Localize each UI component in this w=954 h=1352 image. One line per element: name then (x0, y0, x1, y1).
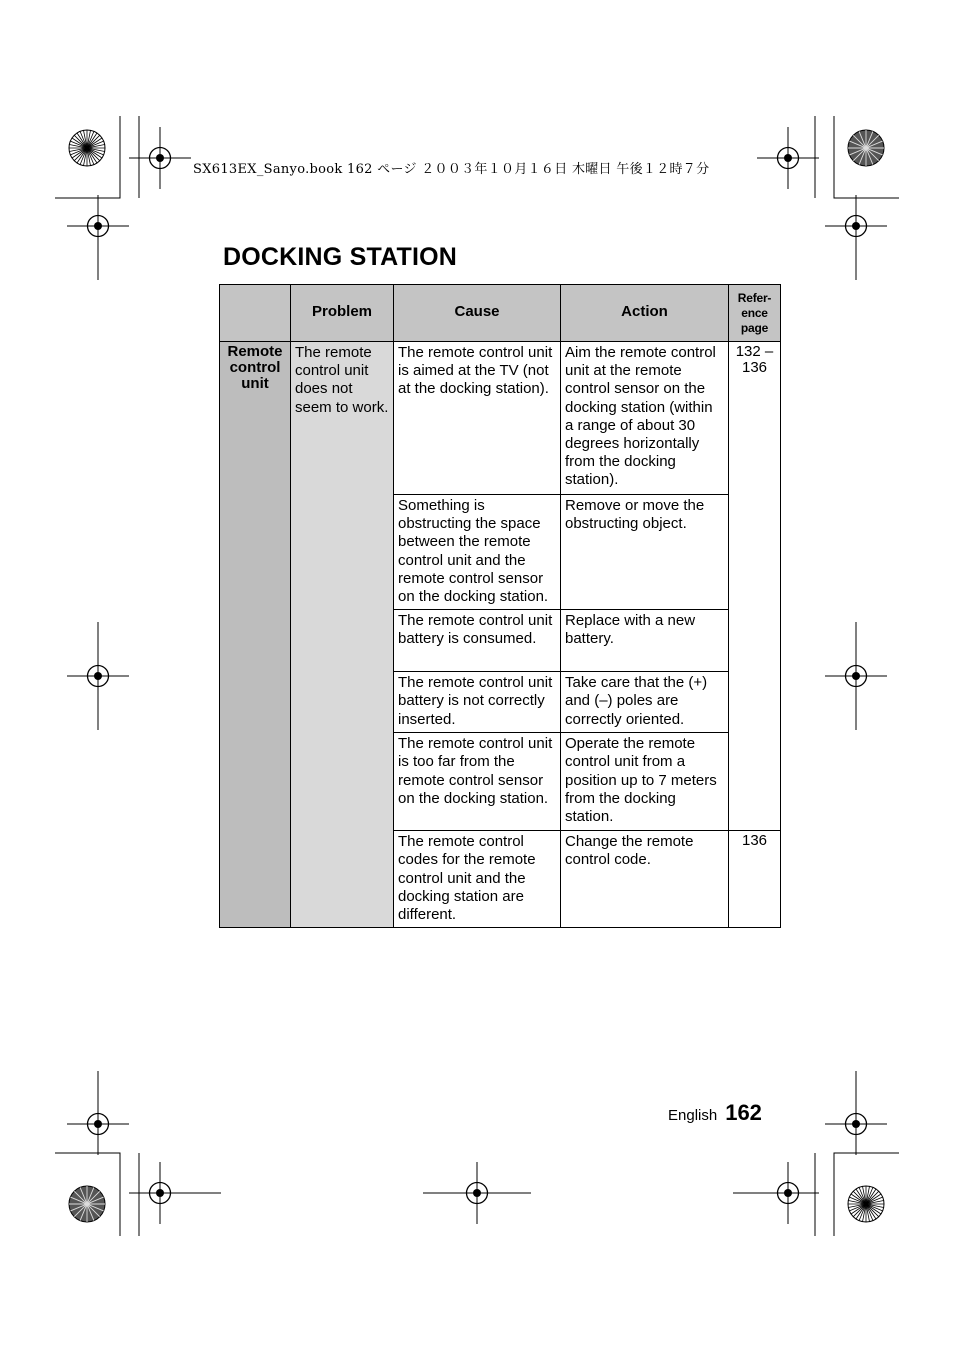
page-number: 162 (725, 1100, 762, 1125)
cause-cell: Something is obstructing the space between the remote control unit and the remote control sensor on the docking station. (394, 495, 561, 610)
reference-page-header: Refer- ence page (729, 285, 781, 342)
troubleshooting-table (219, 284, 781, 928)
action-cell: Aim the remote control unit at the remote control sensor on the docking station (within a range of about 30 degrees horizontally from the docking station). (561, 342, 729, 495)
table-row (220, 342, 781, 495)
action-cell: Remove or move the obstructing object. (561, 495, 729, 610)
reference-page-cell: 132 – 136 (729, 342, 781, 831)
cause-header: Cause (394, 285, 561, 342)
action-cell: Take care that the (+) and (–) poles are correctly oriented. (561, 672, 729, 733)
cause-cell: The remote control codes for the remote control unit and the docking station are different. (394, 831, 561, 928)
reference-page-cell: 136 (729, 831, 781, 928)
action-header: Action (561, 285, 729, 342)
footer-language: English (668, 1107, 718, 1124)
cause-cell: The remote control unit is aimed at the TV (not at the docking station). (394, 342, 561, 495)
cause-cell: The remote control unit is too far from the remote control sensor on the docking station. (394, 733, 561, 831)
cause-cell: The remote control unit battery is consumed. (394, 610, 561, 672)
action-cell: Replace with a new battery. (561, 610, 729, 672)
print-slug: SX613EX_Sanyo.book 162 ページ ２００３年１０月１６日 木曜日 午後１２時７分 (193, 162, 710, 177)
action-cell: Operate the remote control unit from a position up to 7 meters from the docking station. (561, 733, 729, 831)
page-footer (668, 1100, 762, 1126)
action-cell: Change the remote control code. (561, 831, 729, 928)
page-title: DOCKING STATION (223, 243, 458, 271)
category-header (220, 285, 291, 342)
table-header-row (220, 285, 781, 342)
problem-cell: The remote control unit does not seem to work. (291, 342, 394, 928)
cause-cell: The remote control unit battery is not correctly inserted. (394, 672, 561, 733)
category-cell: Remote control unit (220, 342, 291, 928)
problem-header: Problem (291, 285, 394, 342)
